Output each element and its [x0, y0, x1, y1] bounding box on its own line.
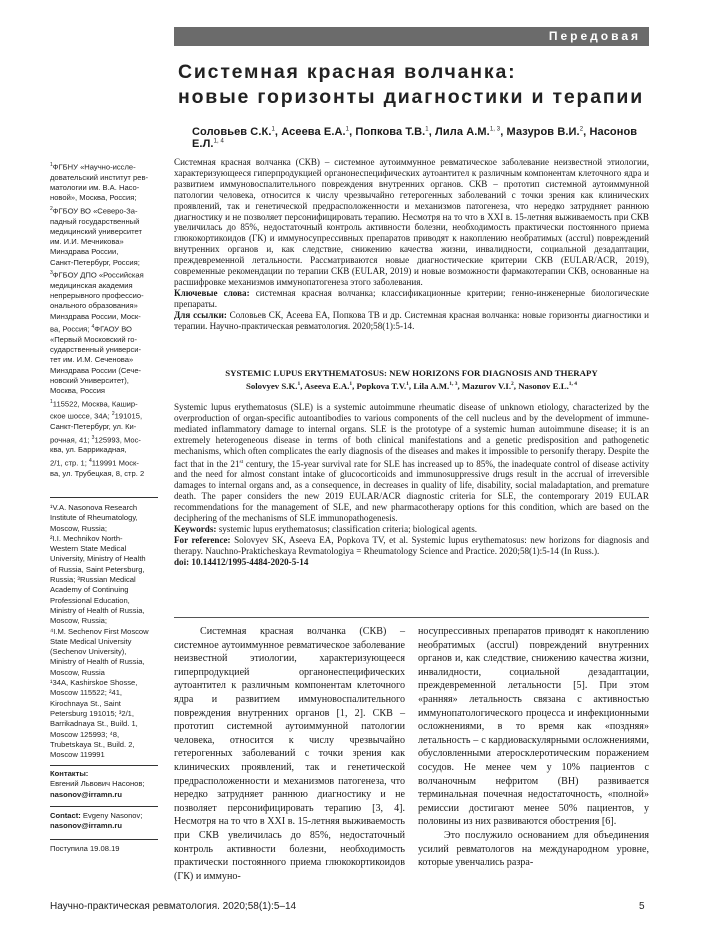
divider [50, 806, 158, 807]
body-column-2 [418, 625, 649, 870]
affiliation-line: 2/1, стр. 1; $^4$119991 Моск- [50, 457, 139, 468]
affiliation-line: Moscow, Russia; [50, 616, 107, 626]
affiliation-line: Academy of Continuing [50, 585, 129, 595]
affiliation-line: им. И.И. Мечникова» [50, 237, 124, 247]
abstract-ru-text: Системная красная волчанка (СКВ) – системное аутоиммунное ревматическое заболевание неизвестной этиологии, характеризующееся гиперпродукцией органонеспецифических аутоантител к различным компонентам клеточного ядра и развитием иммуновоспалительного повреждения внутренних органов. СКВ – прототип системной аутоиммунной патологии человека, относится к числу чрезвычайно гетерогенных заболеваний с точки зрения как клинических проявлений, так и генетической предрасположенности и механизмов патогенеза, что нередко затрудняет раннюю диагностику и не позволяет персонифицировать терапию. Несмотря на то что в XXI в. 15-летняя выживаемость при СКВ увеличилась до 85%, недостаточный контроль активности болезни, необходимость практически постоянного приема глюкокортикоидов (ГК) и иммуносупрессивных препаратов приводят к накоплению необратимых (accrul) повреждений внутренних органов и, как следствие, снижению качества жизни, инвалидности, социальной дезадаптации, преждевременной летальности. Рассматриваются новые диагностические критерии СКВ (EULAR/ACR, 2019), современные рекомендации по терапии СКВ (EULAR, 2019) и новые возможности фармакотерапии СКВ, основанные на расшифровке механизмов иммунопатогенеза этого заболевания. [174, 157, 649, 287]
article-title [178, 60, 648, 110]
affiliation-line: of Russia, Saint Petersburg, [50, 564, 145, 574]
affiliation-line: Москва, Россия [50, 386, 106, 396]
affiliation-line: ²I.I. Mechnikov North- [50, 533, 123, 543]
cite-ru: Соловьев СК, Асеева ЕА, Попкова ТВ и др. Системная красная волчанка: новые горизонты диагностики и терапии. Научно-практическая ревматология. 2020;58(1):5-14. [174, 309, 649, 331]
keywords-ru: системная красная волчанка; классификационные критерии; генно-инженерные биологические препараты. [174, 287, 650, 309]
affiliation-line: Institute of Rheumatology, [50, 513, 138, 523]
affiliation-line: Moscow 119991 [50, 750, 105, 760]
abstract-en-header [174, 368, 649, 391]
affiliation-line: тет им. И.М. Сеченова» [50, 355, 134, 365]
divider [50, 839, 158, 840]
keywords-label-ru: Ключевые слова: [174, 287, 250, 298]
affiliation-line: ква, ул. Баррикадная, [50, 445, 127, 455]
affiliation-line: ¹34A, Kashirskoe Shosse, [50, 678, 138, 688]
divider [50, 497, 158, 498]
affiliation-line: University, Ministry of Health [50, 554, 146, 564]
keywords-label-en: Keywords: [174, 524, 217, 534]
author-list-en: Solovyev S.K.$^1$, Aseeva E.A.$^1$, Popkova T.V.$^1$, Lila A.M.$^{1, 3}$, Mazurov V.I.$^2$, Nasonov E.L.$^{1, 4}$ [245, 380, 578, 391]
author: Асеева Е.А.$^1$, [281, 126, 356, 138]
affiliation-line: Russia; ³Russian Medical [50, 575, 136, 585]
affiliation-line: ва, ул. Трубецкая, 8, стр. 2 [50, 468, 145, 478]
section-label: Передовая [548, 29, 641, 43]
cite-label-ru: Для ссылки: [174, 309, 227, 320]
section-header-bar [174, 27, 649, 46]
affiliation-line: ское шоссе, 34А; $^2$191015, [50, 411, 143, 422]
affiliation-line: $^3$ФГБОУ ДПО «Российская [50, 270, 144, 280]
affiliation-line: $^1$115522, Москва, Кашир- [50, 398, 138, 409]
affiliation-line: State Medical University [50, 636, 132, 646]
contact-email-en[interactable]: nasonov@irramn.ru [50, 821, 122, 831]
author: Лила А.М.$^{1, 3}$, [435, 126, 507, 138]
affiliation-line: Moscow, Russia; [50, 523, 107, 533]
title-line-2: новые горизонты диагностики и терапии [178, 86, 645, 108]
abstract-en-text: Systemic lupus erythematosus (SLE) is a systemic autoimmune rheumatic disease of unknown etiology, characterized by the overproduction of organ-specific autoantibodies to various components of the cell nucleus and by the development of immune-mediated inflammatory damage to internal organs. SLE is the prototype of a systemic human autoimmune disease; it is an extremely heterogeneous disease in terms of both clinical manifestations and a genetic predisposition and pathogenetic mechanisms, which often complicates the early diagnosis of the diseases and makes it impossible to personify therapy. Despite the fact that in the 21st century, the 15-year survival rate for SLE has increased up to 85%, the inadequate control of disease activity and the need for almost constant intake of glucocorticoids and immunosuppressive drugs result in the accrual of irreversible damages to internal organs and, as a consequence, in decreases in quality of life, disability, social maladaptation, and premature death. The paper considers the new 2019 EULAR/ACR diagnostic criteria for SLE, the contemporary 2019 EULAR recommendations for the management of SLE, and new pharmacotherapy options for this condition, which are based on the deciphering of the mechanisms of SLE immunopathogenesis. [174, 402, 649, 524]
affiliation-line: Petersburg 191015; ³2/1, [50, 708, 135, 718]
contact-label-en: Contact: [50, 811, 81, 820]
abstract-ru [174, 157, 649, 332]
reference-label-en: For reference: [174, 534, 231, 545]
journal-footer: Научно-практическая ревматология. 2020;58(1):5–14 [50, 901, 297, 912]
affiliation-line: Western State Medical [50, 544, 127, 554]
affiliation-line: Минздрава России, [50, 247, 119, 257]
affiliation-line: Moscow 115522; ²41, [50, 688, 123, 698]
affiliation-line: новский Университет), [50, 376, 129, 386]
body-paragraph: Системная красная волчанка (СКВ) – системное аутоиммунное ревматическое заболевание неизвестной этиологии, характеризующееся гиперпродукцией органонеспецифических аутоантител к различным компонентам клеточного ядра и развитием иммуновоспалительного повреждения внутренних органов [1, 2]. СКВ – прототип системной аутоиммунной патологии человека, относится к числу чрезвычайно гетерогенных заболеваний с точки зрения как клинических проявлений, так и генетической предрасположенности и механизмов патогенеза, что нередко затрудняет раннюю диагностику и не позволяет персонифицировать терапию [3, 4]. Несмотря на то что в XXI в. 15-летняя выживаемость при СКВ увеличилась до 85%, недостаточный контроль активности болезни, необходимость практически постоянного приема глюкокортикоидов (ГК) и иммуно- [174, 626, 405, 882]
contacts-ru [50, 769, 158, 800]
affiliation-line: «Первый Московский го- [50, 334, 138, 344]
page-number: 5 [639, 901, 645, 912]
affiliation-line: новой», Москва, Россия; [50, 193, 137, 203]
affiliation-line: матологии им. В.А. Насо- [50, 183, 140, 193]
author: Мазуров В.И.$^2$, [506, 126, 590, 138]
affiliation-line: Moscow, Russia [50, 667, 105, 677]
affiliation-line: Ministry of Health of Russia, [50, 657, 145, 667]
affiliation-line: ¹V.A. Nasonova Research [50, 503, 138, 512]
affiliation-line: рочная, 41; $^3$125993, Мос- [50, 434, 141, 445]
affiliation-line: Trubetskaya St., Build. 2, [50, 739, 135, 749]
affiliation-line: Moscow 125993; ⁴8, [50, 729, 120, 739]
author: Насонов Е.Л.$^{1, 4}$ [192, 126, 638, 150]
contacts-en [50, 811, 158, 832]
body-paragraph: Это послужило основанием для объединения усилий ревматологов на международном уровне, которые увенчались разра- [418, 829, 649, 869]
contacts-label: Контакты: [50, 769, 89, 778]
affiliation-line: Санкт-Петербург, ул. Ки- [50, 422, 137, 432]
author: Соловьев С.К.$^1$, [192, 126, 282, 138]
affiliations-en [50, 503, 158, 760]
affiliation-line: Минздрава России (Сече- [50, 365, 142, 375]
affiliation-line: $^2$ФГБОУ ВО «Северо-За- [50, 205, 138, 216]
abstract-en [174, 402, 649, 568]
affiliation-line: Минздрава России, Моск- [50, 311, 141, 321]
affiliation-line: медицинский университет [50, 226, 142, 236]
affiliation-line: медицинская академия [50, 280, 133, 290]
doi[interactable]: doi: 10.14412/1995-4484-2020-5-14 [174, 556, 309, 567]
affiliation-line: Ministry of Health of Russia, [50, 605, 145, 615]
affiliation-line: ва, Россия; $^4$ФГАОУ ВО [50, 324, 132, 334]
affiliation-line: сударственный универси- [50, 345, 142, 355]
author-list [192, 126, 652, 150]
reference-en: Solovyev SK, Aseeva EA, Popkova TV, et al. Systemic lupus erythematosus: new horizons for diagnosis and therapy. Nauchno-Prakticheskaya Revmatologiya = Rheumatology Science and Practice. 2020;58(1):5-14 (In Russ.). [174, 534, 649, 556]
abstract-divider [174, 617, 649, 618]
affiliation-line: $^1$ФГБНУ «Научно-иссле- [50, 162, 136, 172]
affiliation-line: Санкт-Петербург, Россия; [50, 257, 140, 267]
contact-name: Евгений Львович Насонов; [50, 779, 145, 789]
affiliation-line: онального образования» [50, 301, 138, 311]
affiliation-line: непрерывного профессио- [50, 291, 144, 301]
affiliation-line: (Sechenov University), [50, 647, 127, 657]
affiliation-line: довательский институт рев- [50, 172, 149, 182]
body-paragraph: носупрессивных препаратов приводят к накоплению необратимых (accrul) повреждений внутренних органов и, как следствие, снижению качества жизни, инвалидности, социальной дезадаптации, преждевременной летальности [5]. При этом «ранняя» летальность связана с активностью иммунопатологического процесса и инфекционными осложнениями, в то время как «поздняя» летальность – с кардиоваскулярными осложнениями, обусловленными атеросклеротическим поражением сосудов. Не менее чем у 10% пациентов с волчаночным нефритом (ВН) развивается терминальная почечная недостаточность, «полной» ремиссии достигают менее 50% пациентов, у половины из них развиваются обострения [6]. [418, 626, 649, 828]
divider [50, 765, 158, 766]
abstract-en-title: SYSTEMIC LUPUS ERYTHEMATOSUS: NEW HORIZONS FOR DIAGNOSIS AND THERAPY [225, 368, 598, 378]
body-column-1 [174, 625, 405, 883]
affiliation-line: Kirochnaya St., Saint [50, 698, 121, 708]
affiliation-line: Barrikadnaya St., Build. 1, [50, 719, 138, 729]
affiliation-line: ⁴I.M. Sechenov First Moscow [50, 626, 149, 636]
contact-email[interactable]: nasonov@irramn.ru [50, 789, 122, 799]
received-date: Поступила 19.08.19 [50, 844, 120, 853]
author: Попкова Т.В.$^1$, [355, 126, 436, 138]
affiliation-line: падный государственный [50, 216, 140, 226]
contact-name-en: Evgeny Nasonov; [82, 811, 143, 820]
affiliations-ru [50, 160, 158, 479]
affiliation-line: Professional Education, [50, 595, 130, 605]
keywords-en: systemic lupus erythematosus; classification criteria; biological agents. [218, 524, 478, 534]
title-line-1: Системная красная волчанка: [178, 61, 517, 83]
